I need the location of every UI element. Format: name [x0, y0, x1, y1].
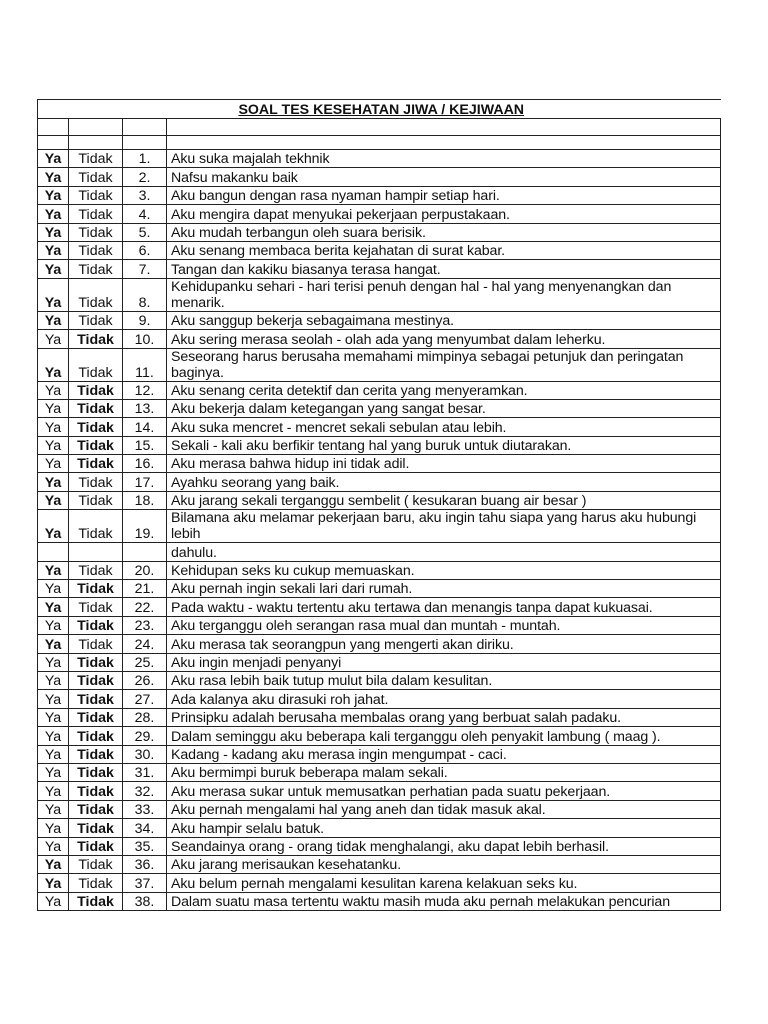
question-number: 26. [123, 671, 167, 689]
answer-tidak[interactable]: Tidak [69, 561, 123, 579]
answer-ya[interactable]: Ya [38, 690, 69, 708]
answer-ya[interactable]: Ya [38, 510, 69, 543]
question-number: 9. [123, 311, 167, 329]
question-text: Aku suka majalah tekhnik [167, 150, 721, 168]
question-text: Aku ingin menjadi penyanyi [167, 653, 721, 671]
empty-row [38, 119, 721, 136]
answer-ya[interactable]: Ya [38, 727, 69, 745]
question-number: 7. [123, 260, 167, 278]
table-row [38, 491, 721, 509]
empty-cell [123, 543, 167, 561]
question-number: 5. [123, 223, 167, 241]
table-row [38, 671, 721, 689]
page-title: SOAL TES KESEHATAN JIWA / KEJIWAAN [38, 100, 721, 119]
table-row [38, 330, 721, 348]
question-number: 11. [123, 348, 167, 381]
empty-cell [69, 543, 123, 561]
answer-tidak[interactable]: Tidak [69, 473, 123, 491]
answer-tidak[interactable]: Tidak [69, 598, 123, 616]
question-text: Aku pernah mengalami hal yang aneh dan tidak masuk akal. [167, 800, 721, 818]
question-text: Ayahku seorang yang baik. [167, 473, 721, 491]
table-row [38, 399, 721, 417]
answer-tidak[interactable]: Tidak [69, 837, 123, 855]
answer-ya[interactable]: Ya [38, 223, 69, 241]
question-text: Aku mengira dapat menyukai pekerjaan perpustakaan. [167, 205, 721, 223]
answer-tidak[interactable]: Tidak [69, 150, 123, 168]
answer-tidak[interactable]: Tidak [69, 727, 123, 745]
answer-ya[interactable]: Ya [38, 473, 69, 491]
question-number: 28. [123, 708, 167, 726]
question-number: 30. [123, 745, 167, 763]
table-row [38, 241, 721, 259]
answer-ya[interactable]: Ya [38, 598, 69, 616]
answer-tidak[interactable]: Tidak [69, 819, 123, 837]
answer-tidak[interactable]: Tidak [69, 223, 123, 241]
answer-ya[interactable]: Ya [38, 491, 69, 509]
table-row [38, 278, 721, 311]
table-row [38, 381, 721, 399]
question-number: 14. [123, 418, 167, 436]
question-number: 8. [123, 278, 167, 311]
answer-tidak[interactable]: Tidak [69, 278, 123, 311]
question-text-continuation: dahulu. [167, 543, 721, 561]
question-text: Aku jarang sekali terganggu sembelit ( kesukaran buang air besar ) [167, 491, 721, 509]
answer-tidak[interactable]: Tidak [69, 311, 123, 329]
table-row [38, 653, 721, 671]
question-number: 3. [123, 186, 167, 204]
answer-tidak[interactable]: Tidak [69, 635, 123, 653]
question-text: Aku sering merasa seolah - olah ada yang menyumbat dalam leherku. [167, 330, 721, 348]
answer-ya[interactable]: Ya [38, 186, 69, 204]
question-number: 18. [123, 491, 167, 509]
answer-ya[interactable]: Ya [38, 616, 69, 634]
question-number: 27. [123, 690, 167, 708]
question-number: 1. [123, 150, 167, 168]
table-row [38, 223, 721, 241]
question-text: Nafsu makanku baik [167, 168, 721, 186]
question-number: 36. [123, 855, 167, 873]
question-text: Prinsipku adalah berusaha membalas orang yang berbuat salah padaku. [167, 708, 721, 726]
answer-ya[interactable]: Ya [38, 782, 69, 800]
table-row [38, 186, 721, 204]
answer-tidak[interactable]: Tidak [69, 348, 123, 381]
answer-tidak[interactable]: Tidak [69, 418, 123, 436]
title-row [38, 100, 721, 119]
table-row [38, 260, 721, 278]
table-row [38, 635, 721, 653]
answer-tidak[interactable]: Tidak [69, 800, 123, 818]
answer-ya[interactable]: Ya [38, 819, 69, 837]
question-number: 23. [123, 616, 167, 634]
answer-tidak[interactable]: Tidak [69, 399, 123, 417]
answer-ya[interactable]: Ya [38, 708, 69, 726]
answer-tidak[interactable]: Tidak [69, 205, 123, 223]
question-text: Aku senang membaca berita kejahatan di surat kabar. [167, 241, 721, 259]
question-text: Sekali - kali aku berfikir tentang hal yang buruk untuk diutarakan. [167, 436, 721, 454]
question-text: Aku hampir selalu batuk. [167, 819, 721, 837]
answer-ya[interactable]: Ya [38, 580, 69, 598]
table-row [38, 727, 721, 745]
answer-tidak[interactable]: Tidak [69, 436, 123, 454]
answer-ya[interactable]: Ya [38, 260, 69, 278]
answer-tidak[interactable]: Tidak [69, 510, 123, 543]
table-row [38, 580, 721, 598]
question-text: Kehidupanku sehari - hari terisi penuh dengan hal - hal yang menyenangkan dan menarik. [167, 278, 721, 311]
question-text: Tangan dan kakiku biasanya terasa hangat. [167, 260, 721, 278]
answer-tidak[interactable]: Tidak [69, 491, 123, 509]
question-text: Ada kalanya aku dirasuki roh jahat. [167, 690, 721, 708]
question-text: Aku senang cerita detektif dan cerita yang menyeramkan. [167, 381, 721, 399]
table-row-continuation [38, 543, 721, 561]
answer-tidak[interactable]: Tidak [69, 745, 123, 763]
answer-ya[interactable]: Ya [38, 348, 69, 381]
question-number: 31. [123, 763, 167, 781]
answer-tidak[interactable]: Tidak [69, 260, 123, 278]
answer-ya[interactable]: Ya [38, 330, 69, 348]
answer-ya[interactable]: Ya [38, 671, 69, 689]
table-row [38, 436, 721, 454]
answer-tidak[interactable]: Tidak [69, 855, 123, 873]
table-row [38, 819, 721, 837]
answer-tidak[interactable]: Tidak [69, 330, 123, 348]
question-number: 2. [123, 168, 167, 186]
question-number: 19. [123, 510, 167, 543]
answer-tidak[interactable]: Tidak [69, 763, 123, 781]
answer-tidak[interactable]: Tidak [69, 381, 123, 399]
question-text: Aku suka mencret - mencret sekali sebulan atau lebih. [167, 418, 721, 436]
question-number: 33. [123, 800, 167, 818]
table-row [38, 690, 721, 708]
question-text: Aku merasa bahwa hidup ini tidak adil. [167, 455, 721, 473]
table-row [38, 205, 721, 223]
answer-ya[interactable]: Ya [38, 892, 69, 910]
question-number: 25. [123, 653, 167, 671]
table-row [38, 837, 721, 855]
table-row [38, 473, 721, 491]
answer-ya[interactable]: Ya [38, 635, 69, 653]
answer-tidak[interactable]: Tidak [69, 690, 123, 708]
question-text: Aku belum pernah mengalami kesulitan karena kelakuan seks ku. [167, 874, 721, 892]
table-row [38, 745, 721, 763]
question-number: 13. [123, 399, 167, 417]
answer-tidak[interactable]: Tidak [69, 241, 123, 259]
question-number: 34. [123, 819, 167, 837]
question-number: 10. [123, 330, 167, 348]
answer-tidak[interactable]: Tidak [69, 186, 123, 204]
answer-tidak[interactable]: Tidak [69, 616, 123, 634]
table-row [38, 763, 721, 781]
table-row [38, 510, 721, 543]
answer-ya[interactable]: Ya [38, 418, 69, 436]
answer-tidak[interactable]: Tidak [69, 874, 123, 892]
answer-tidak[interactable]: Tidak [69, 455, 123, 473]
question-text: Aku sanggup bekerja sebagaimana mestinya. [167, 311, 721, 329]
question-text: Pada waktu - waktu tertentu aku tertawa dan menangis tanpa dapat kukuasai. [167, 598, 721, 616]
question-text: Dalam suatu masa tertentu waktu masih muda aku pernah melakukan pencurian [167, 892, 721, 910]
question-text: Kadang - kadang aku merasa ingin mengumpat - caci. [167, 745, 721, 763]
answer-ya[interactable]: Ya [38, 855, 69, 873]
empty-row [38, 136, 721, 150]
answer-tidak[interactable]: Tidak [69, 671, 123, 689]
answer-ya[interactable]: Ya [38, 241, 69, 259]
answer-ya[interactable]: Ya [38, 874, 69, 892]
table-row [38, 348, 721, 381]
question-text: Aku merasa tak seorangpun yang mengerti akan diriku. [167, 635, 721, 653]
question-number: 12. [123, 381, 167, 399]
table-row [38, 874, 721, 892]
question-number: 22. [123, 598, 167, 616]
table-row [38, 708, 721, 726]
answer-tidak[interactable]: Tidak [69, 892, 123, 910]
question-number: 4. [123, 205, 167, 223]
questionnaire-table [37, 99, 721, 911]
question-text: Aku bekerja dalam ketegangan yang sangat besar. [167, 399, 721, 417]
table-row [38, 455, 721, 473]
question-text: Aku merasa sukar untuk memusatkan perhatian pada suatu pekerjaan. [167, 782, 721, 800]
question-number: 37. [123, 874, 167, 892]
table-row [38, 311, 721, 329]
question-text: Aku bermimpi buruk beberapa malam sekali. [167, 763, 721, 781]
answer-ya[interactable]: Ya [38, 399, 69, 417]
table-row [38, 616, 721, 634]
table-row [38, 418, 721, 436]
answer-ya[interactable]: Ya [38, 278, 69, 311]
table-row [38, 855, 721, 873]
empty-cell [38, 543, 69, 561]
question-number: 35. [123, 837, 167, 855]
question-text: Aku bangun dengan rasa nyaman hampir setiap hari. [167, 186, 721, 204]
answer-ya[interactable]: Ya [38, 800, 69, 818]
answer-ya[interactable]: Ya [38, 311, 69, 329]
question-text: Bilamana aku melamar pekerjaan baru, aku ingin tahu siapa yang harus aku hubungi lebih [167, 510, 721, 543]
table-row [38, 782, 721, 800]
answer-tidak[interactable]: Tidak [69, 782, 123, 800]
question-text: Aku rasa lebih baik tutup mulut bila dalam kesulitan. [167, 671, 721, 689]
table-row [38, 150, 721, 168]
answer-ya[interactable]: Ya [38, 561, 69, 579]
question-number: 38. [123, 892, 167, 910]
question-number: 17. [123, 473, 167, 491]
question-text: Aku pernah ingin sekali lari dari rumah. [167, 580, 721, 598]
answer-ya[interactable]: Ya [38, 205, 69, 223]
answer-ya[interactable]: Ya [38, 168, 69, 186]
table-row [38, 561, 721, 579]
question-number: 32. [123, 782, 167, 800]
answer-ya[interactable]: Ya [38, 837, 69, 855]
question-text: Aku terganggu oleh serangan rasa mual dan muntah - muntah. [167, 616, 721, 634]
question-number: 15. [123, 436, 167, 454]
answer-ya[interactable]: Ya [38, 653, 69, 671]
question-number: 24. [123, 635, 167, 653]
question-text: Aku jarang merisaukan kesehatanku. [167, 855, 721, 873]
answer-tidak[interactable]: Tidak [69, 580, 123, 598]
table-row [38, 598, 721, 616]
question-number: 16. [123, 455, 167, 473]
answer-ya[interactable]: Ya [38, 436, 69, 454]
question-text: Dalam seminggu aku beberapa kali terganggu oleh penyakit lambung ( maag ). [167, 727, 721, 745]
question-text: Aku mudah terbangun oleh suara berisik. [167, 223, 721, 241]
answer-ya[interactable]: Ya [38, 763, 69, 781]
answer-tidak[interactable]: Tidak [69, 708, 123, 726]
question-number: 21. [123, 580, 167, 598]
question-number: 6. [123, 241, 167, 259]
table-row [38, 892, 721, 910]
question-number: 29. [123, 727, 167, 745]
answer-ya[interactable]: Ya [38, 150, 69, 168]
question-number: 20. [123, 561, 167, 579]
table-row [38, 168, 721, 186]
answer-tidak[interactable]: Tidak [69, 168, 123, 186]
question-text: Seandainya orang - orang tidak menghalangi, aku dapat lebih berhasil. [167, 837, 721, 855]
answer-ya[interactable]: Ya [38, 455, 69, 473]
answer-ya[interactable]: Ya [38, 745, 69, 763]
table-row [38, 800, 721, 818]
question-text: Seseorang harus berusaha memahami mimpinya sebagai petunjuk dan peringatan baginya. [167, 348, 721, 381]
answer-tidak[interactable]: Tidak [69, 653, 123, 671]
question-text: Kehidupan seks ku cukup memuaskan. [167, 561, 721, 579]
answer-ya[interactable]: Ya [38, 381, 69, 399]
